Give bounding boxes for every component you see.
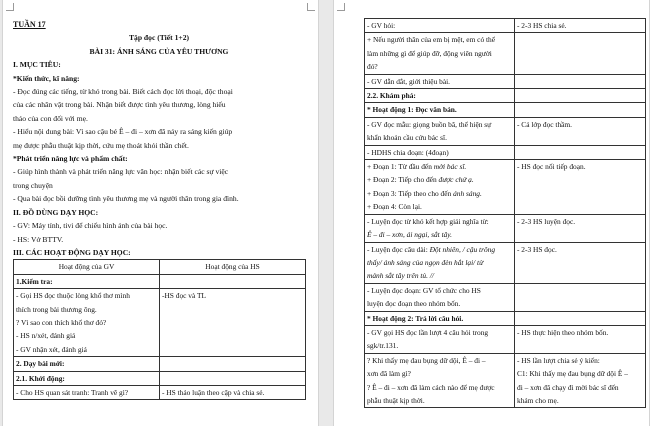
cell-text-run: - GV gọi HS đọc lần lượt 4 câu hỏi trong	[367, 327, 489, 337]
cell-text	[367, 312, 512, 325]
cell-text	[367, 367, 512, 380]
cell-text-run: - GV đọc mẫu: giọng buồn bã, thể hiện sự	[367, 119, 492, 129]
teacher-activity-cell	[365, 325, 515, 353]
cell-text-run: C1: Khi thấy mẹ đau bụng dữ dội Ê –	[517, 369, 628, 379]
cell-text	[367, 60, 512, 73]
cell-text	[367, 269, 512, 282]
table-row	[365, 311, 646, 325]
document-page-left	[2, 0, 319, 426]
cell-text-run: - Luyện đọc đoạn: GV tổ chức cho HS	[367, 285, 481, 295]
teacher-activity-cell	[365, 311, 515, 325]
cell-text	[367, 297, 512, 310]
page-corner-mark	[6, 3, 14, 11]
cell-text	[367, 339, 512, 352]
cell-text	[16, 303, 157, 316]
cell-text-run: đi – xơn đã chạy đi mời bác sĩ đến	[517, 382, 619, 392]
cell-text-italic: thấy/ ánh sáng của ngọn đèn hắt lại/ từ	[367, 257, 484, 267]
teacher-activity-cell	[14, 357, 160, 371]
cell-text	[16, 357, 157, 370]
cell-text-italic: Ê – đi – xơn, ái ngại, sắt tây.	[367, 230, 453, 240]
cell-text	[367, 47, 512, 60]
cell-text-run: - HS thực hiện theo nhóm bốn.	[517, 327, 609, 337]
cell-text	[16, 386, 157, 399]
text-line: - HS: Vở BTTV.	[13, 234, 64, 244]
cell-text-run: luyện đọc đoạn theo nhóm bốn.	[367, 299, 461, 309]
student-activity-cell	[160, 371, 306, 385]
table-row	[365, 353, 646, 408]
student-activity-cell	[515, 353, 646, 408]
table-row	[365, 74, 646, 88]
cell-text-run: - 2-3 HS luyện đọc.	[517, 216, 576, 226]
cell-text-run: 2. Dạy bài mới:	[16, 359, 65, 369]
cell-text-run: + Đoạn 2: Tiếp cho đến	[367, 175, 439, 185]
student-activity-cell	[515, 311, 646, 325]
cell-text	[367, 187, 512, 200]
cell-text-run: - Luyện đọc từ khó kết hợp giải nghĩa từ:	[367, 216, 489, 226]
cell-text-run: khẩn khoản cầu cứu bác sĩ.	[367, 133, 447, 143]
teacher-activity-cell	[365, 283, 515, 311]
table-row	[14, 289, 306, 357]
table-row	[365, 19, 646, 33]
table-row	[365, 103, 646, 117]
student-activity-cell	[515, 117, 646, 145]
cell-text-run: 2.1. Khởi động:	[16, 373, 65, 383]
week-label: TUẦN 17	[13, 20, 46, 29]
cell-text	[517, 118, 643, 131]
cell-text	[367, 118, 512, 131]
cell-text-run: sgk/tr.131.	[367, 341, 399, 351]
student-activity-cell	[515, 214, 646, 242]
table-header-hs: Hoạt động của HS	[160, 260, 306, 274]
cell-text	[517, 19, 643, 32]
cell-text-run: - HS thảo luận theo cặp và chia sẻ.	[162, 387, 265, 397]
cell-text-italic: Đột nhiên, / cậu trông	[429, 244, 496, 254]
teacher-activity-cell	[14, 371, 160, 385]
cell-text-italic: mảnh sắt tây trên tủ. //	[367, 271, 434, 281]
teacher-activity-cell	[365, 353, 515, 408]
student-activity-cell	[515, 33, 646, 74]
cell-text	[367, 89, 512, 102]
student-activity-cell	[515, 283, 646, 311]
teacher-activity-cell	[14, 274, 160, 288]
cell-text-run: khám cho mẹ.	[517, 395, 559, 405]
cell-text	[517, 326, 643, 339]
competency-heading: *Phát triển năng lực và phẩm chất:	[13, 154, 128, 164]
cell-text	[16, 329, 157, 342]
student-activity-cell	[515, 325, 646, 353]
cell-text	[367, 228, 512, 241]
teacher-activity-cell	[365, 33, 515, 74]
cell-text-run: ? Ê – đi – xơn đã làm cách nào để mẹ được	[367, 382, 495, 392]
cell-text-run: + Đoạn 1: Từ đầu đến	[367, 162, 434, 172]
student-activity-cell	[515, 89, 646, 103]
text-line: của các nhân vật trong bài. Nhận biết được tình yêu thương, lòng hiếu	[13, 100, 226, 110]
lesson-title: BÀI 31: ÁNH SÁNG CỦA YÊU THƯƠNG	[89, 46, 229, 56]
cell-text	[517, 367, 643, 380]
table-row	[365, 145, 646, 159]
teacher-activity-cell	[14, 289, 160, 357]
table-row	[365, 33, 646, 74]
cell-text	[16, 289, 157, 302]
cell-text	[162, 386, 303, 399]
student-activity-cell	[160, 385, 306, 399]
cell-text-run: -HS đọc và TL	[162, 291, 206, 301]
table-row	[365, 283, 646, 311]
objectives-heading: I. MỤC TIÊU:	[13, 60, 61, 70]
cell-text	[367, 354, 512, 367]
cell-text-run: + Đoạn 3: Tiếp theo cho đến	[367, 188, 454, 198]
cell-text	[367, 200, 512, 213]
left-page-content	[13, 18, 305, 400]
table-row	[14, 385, 306, 399]
cell-text-run: - GV dẫn dắt, giới thiệu bài.	[367, 76, 451, 86]
cell-text-run: thích trong bài thương ông.	[16, 304, 97, 314]
table-row	[365, 214, 646, 242]
cell-text-run: phẫu thuật kịp thời.	[367, 395, 425, 405]
activities-table	[13, 259, 306, 400]
document-page-right	[333, 0, 650, 426]
cell-text	[16, 275, 157, 288]
table-row	[14, 357, 306, 371]
cell-text-italic: mời bác sĩ.	[433, 162, 467, 172]
cell-text	[16, 343, 157, 356]
cell-text	[16, 316, 157, 329]
cell-text	[517, 160, 643, 173]
cell-text-run: - HDHS chia đoạn: (4đoạn)	[367, 147, 449, 157]
teacher-activity-cell	[14, 385, 160, 399]
teacher-activity-cell	[365, 89, 515, 103]
cell-text-run: xơn đã làm gì?	[367, 369, 411, 379]
text-line: mẹ được phẫu thuật kịp thời, cứu mẹ thoát khỏi thần chết.	[13, 140, 189, 150]
teacher-activity-cell	[365, 19, 515, 33]
student-activity-cell	[515, 160, 646, 215]
page-corner-mark	[337, 3, 345, 11]
cell-text-run: - 2-3 HS đọc.	[517, 244, 557, 254]
cell-text-run: - HS đọc nối tiếp đoạn.	[517, 162, 586, 172]
subject-title: Tập đọc (Tiết 1+2)	[128, 33, 190, 43]
knowledge-heading: *Kiến thức, kĩ năng:	[13, 73, 80, 83]
teacher-activity-cell	[365, 145, 515, 159]
cell-text-run: - HS lần lượt chia sẻ ý kiến:	[517, 355, 600, 365]
cell-text-run: * Hoạt động 1: Đọc văn bản.	[367, 105, 457, 115]
cell-text-run: - Cho HS quan sát tranh: Tranh vẽ gì?	[16, 387, 129, 397]
cell-text	[367, 131, 512, 144]
teacher-activity-cell	[365, 214, 515, 242]
cell-text-run: làm những gì để giúp đỡ, động viên người	[367, 48, 492, 58]
cell-text	[367, 19, 512, 32]
cell-text	[367, 75, 512, 88]
cell-text-run: - GV nhận xét, đánh giá	[16, 344, 87, 354]
activities-table-continued	[364, 18, 646, 408]
teacher-activity-cell	[365, 103, 515, 117]
cell-text	[367, 33, 512, 46]
student-activity-cell	[515, 74, 646, 88]
cell-text	[367, 215, 512, 228]
tools-heading: II. ĐỒ DÙNG DẠY HỌC:	[13, 207, 99, 217]
table-row	[365, 242, 646, 283]
text-line: - GV: Máy tính, tivi để chiếu hình ảnh của bài học.	[13, 221, 168, 231]
text-line: trong chuyện	[13, 180, 53, 190]
cell-text	[367, 146, 512, 159]
table-row	[365, 160, 646, 215]
cell-text	[367, 284, 512, 297]
cell-text	[367, 173, 512, 186]
student-activity-cell	[515, 19, 646, 33]
table-header-gv: Hoạt động của GV	[14, 260, 160, 274]
cell-text-run: 1.Kiểm tra:	[16, 276, 53, 286]
table-row	[365, 325, 646, 353]
cell-text	[367, 256, 512, 269]
cell-text	[517, 394, 643, 407]
cell-text-italic: ánh sáng.	[453, 188, 482, 198]
table-row	[14, 371, 306, 385]
cell-text	[367, 326, 512, 339]
cell-text	[367, 103, 512, 116]
tools-paragraph	[13, 219, 305, 246]
cell-text-italic: được chứ ạ.	[438, 175, 474, 185]
cell-text-run: - HS n/xét, đánh giá	[16, 331, 76, 341]
cell-text-run: - Cả lớp đọc thầm.	[517, 119, 573, 129]
cell-text-run: - GV hỏi:	[367, 21, 396, 30]
cell-text-run: + Đoạn 4: Còn lại.	[367, 202, 422, 212]
text-line: - Giúp hình thành và phát triển năng lực văn học: nhận biết các sự việc	[13, 167, 229, 177]
student-activity-cell	[515, 242, 646, 283]
cell-text	[517, 354, 643, 367]
page-corner-mark	[307, 3, 315, 11]
teacher-activity-cell	[365, 117, 515, 145]
cell-text	[517, 215, 643, 228]
cell-text	[367, 394, 512, 407]
text-line: thảo của con đối với mẹ.	[13, 113, 88, 123]
cell-text	[367, 160, 512, 173]
table-row	[14, 274, 306, 288]
cell-text-run: 2.2. Khám phá:	[367, 91, 416, 101]
knowledge-paragraph	[13, 85, 305, 152]
cell-text-run: + Nếu người thân của em bị mệt, em có thể	[367, 35, 496, 45]
cell-text	[162, 289, 303, 302]
table-row	[365, 89, 646, 103]
teacher-activity-cell	[365, 160, 515, 215]
text-line: - Đọc đúng các tiếng, từ khó trong bài. Biết cách đọc lời thoại, độc thoại	[13, 87, 233, 97]
cell-text-run: ? Vì sao con thích khổ thơ đó?	[16, 317, 107, 327]
teacher-activity-cell	[365, 242, 515, 283]
table-row	[365, 117, 646, 145]
cell-text-run: - 2-3 HS chia sẻ.	[517, 21, 567, 30]
student-activity-cell	[515, 145, 646, 159]
student-activity-cell	[160, 357, 306, 371]
cell-text	[367, 243, 512, 256]
text-line: - Qua bài đọc bồi dưỡng tình yêu thương mẹ và người thân trong gia đình.	[13, 194, 239, 204]
activities-heading: III. CÁC HOẠT ĐỘNG DẠY HỌC:	[13, 247, 131, 257]
student-activity-cell	[515, 103, 646, 117]
cell-text	[517, 243, 643, 256]
cell-text	[367, 381, 512, 394]
teacher-activity-cell	[365, 74, 515, 88]
student-activity-cell	[160, 274, 306, 288]
competency-paragraph	[13, 165, 305, 205]
cell-text-run: - Luyện đọc câu dài:	[367, 244, 430, 254]
cell-text	[16, 372, 157, 385]
text-line: - Hiểu nội dung bài: Vì sao cậu bé Ê – đi – xơn đã nảy ra sáng kiến giúp	[13, 127, 233, 137]
student-activity-cell	[160, 289, 306, 357]
cell-text-run: * Hoạt động 2: Trả lời câu hỏi.	[367, 313, 464, 323]
cell-text-run: - Gọi HS đọc thuộc lòng khổ thơ mình	[16, 291, 130, 301]
cell-text	[517, 381, 643, 394]
cell-text-run: ? Khi thấy mẹ đau bụng dữ dội, Ê – đi –	[367, 355, 486, 365]
cell-text-run: đó?	[367, 62, 378, 72]
